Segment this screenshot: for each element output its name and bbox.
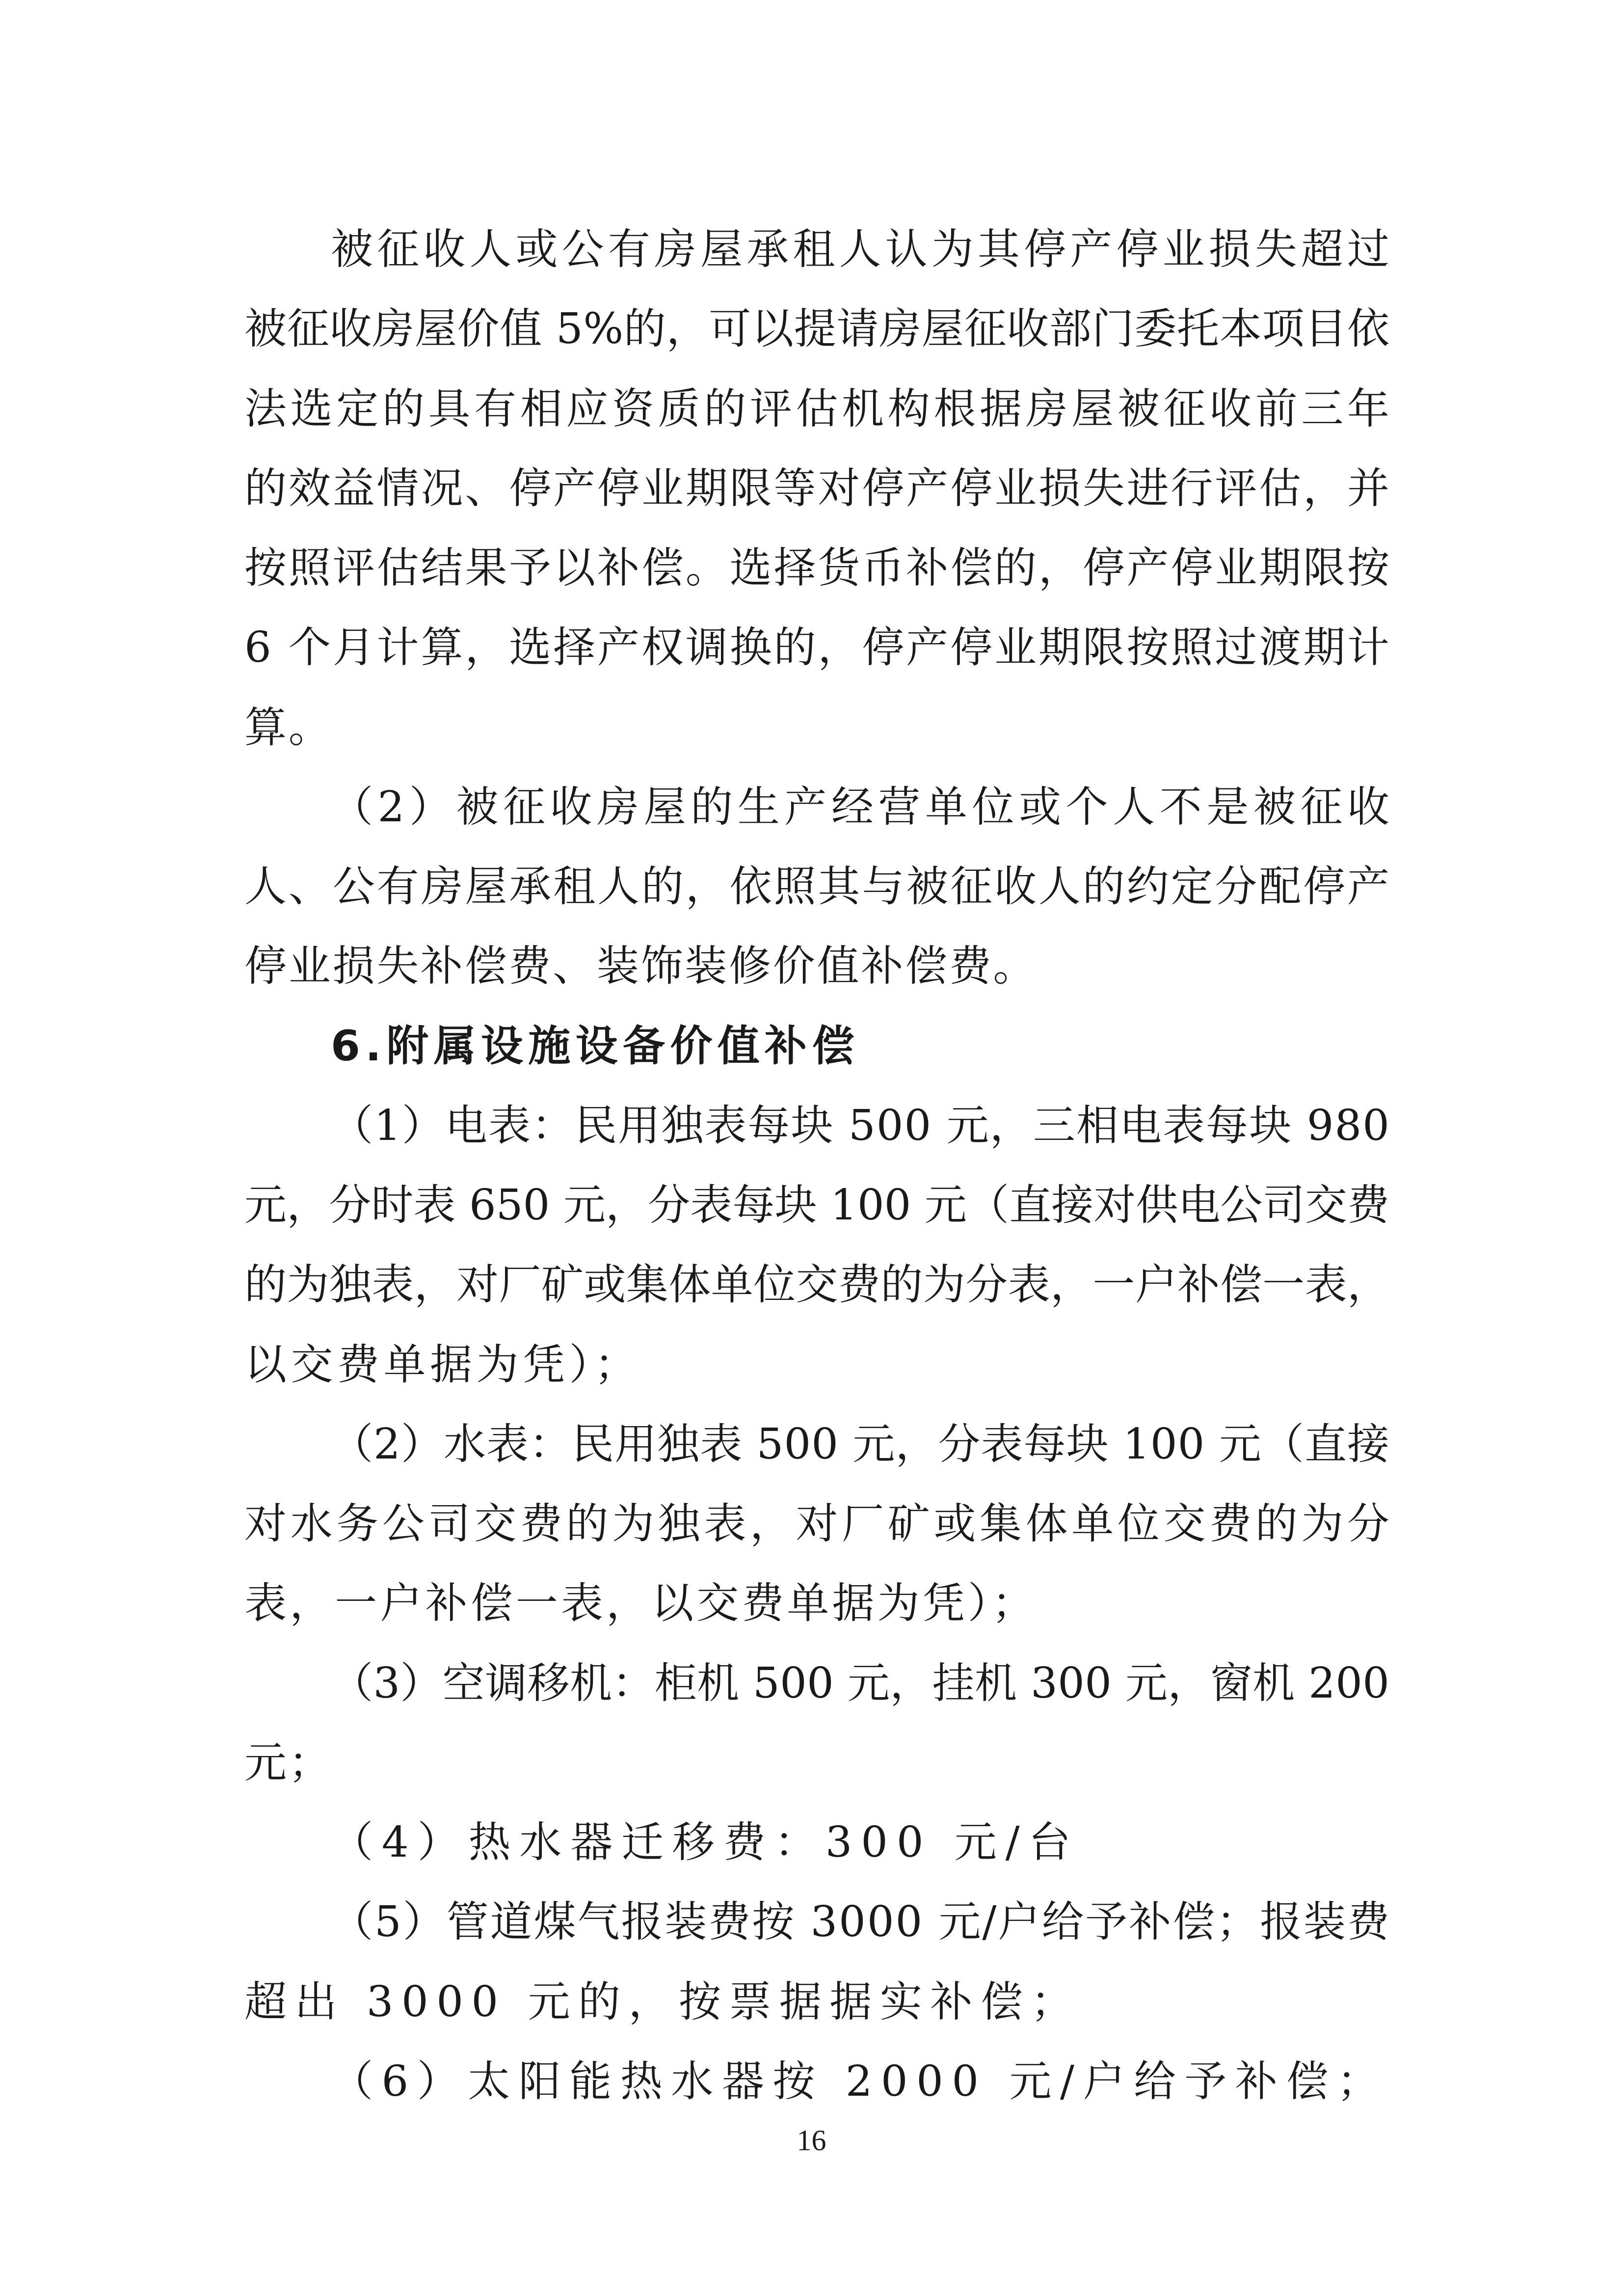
text-line — [0, 379, 1623, 438]
text-line — [0, 539, 1623, 597]
text-line-content: （5）管道煤气报装费按 3000 元/户给予补偿；报装费 — [331, 1897, 1391, 1946]
text-line — [0, 778, 1623, 837]
text-line-content: （3）空调移机：柜机 500 元，挂机 300 元，窗机 200 — [331, 1659, 1390, 1708]
page-number: 16 — [797, 2124, 826, 2157]
text-line — [0, 1176, 1623, 1235]
text-line-content: 法选定的具有相应资质的评估机构根据房屋被征收前三年 — [244, 384, 1393, 433]
text-line-content: 按照评估结果予以补偿。选择货币补偿的，停产停业期限按 — [244, 543, 1391, 593]
text-line — [0, 937, 1623, 996]
text-line-content: 超出 3000 元的，按票据据实补偿； — [244, 1977, 1081, 2026]
text-line — [0, 1972, 1623, 2031]
text-line-content: 表，一户补偿一表，以交费单据为凭）； — [244, 1579, 1038, 1628]
text-line-content: （2）被征收房屋的生产经营单位或个人不是被征收 — [331, 783, 1394, 832]
text-line-content: 元，分时表 650 元，分表每块 100 元（直接对供电公司交费 — [244, 1181, 1390, 1230]
text-line — [0, 698, 1623, 757]
text-line — [0, 618, 1623, 677]
text-line — [0, 459, 1623, 518]
text-line-content: 被征收人或公有房屋承租人认为其停产停业损失超过 — [331, 225, 1394, 274]
text-line — [0, 1255, 1623, 1314]
text-line-content: 元； — [244, 1738, 333, 1787]
text-line-content: 算。 — [244, 703, 333, 752]
text-line-content: 被征收房屋价值 5%的，可以提请房屋征收部门委托本项目依 — [244, 304, 1390, 353]
text-line — [0, 2052, 1623, 2111]
text-line — [0, 1494, 1623, 1553]
text-line-content: 的效益情况、停产停业期限等对停产停业损失进行评估，并 — [244, 464, 1391, 513]
text-line — [0, 1654, 1623, 1713]
text-line — [0, 1096, 1623, 1155]
text-line — [0, 1415, 1623, 1474]
text-line-content: 人、公有房屋承租人的，依照其与被征收人的约定分配停产 — [244, 862, 1391, 911]
text-line — [0, 220, 1623, 279]
text-line — [0, 1574, 1623, 1633]
text-line — [0, 857, 1623, 916]
text-line — [0, 299, 1623, 358]
text-line-content: 以交费单据为凭）； — [244, 1340, 641, 1389]
text-line-content: 的为独表，对厂矿或集体单位交费的为分表，一户补偿一表， — [244, 1260, 1390, 1309]
text-line — [0, 1813, 1623, 1872]
text-line-content: 6 个月计算，选择产权调换的，停产停业期限按照过渡期计 — [244, 623, 1391, 672]
section-heading — [0, 1017, 1623, 1076]
section-heading-text: 6.附属设施设备价值补偿 — [331, 1022, 859, 1071]
text-line-content: （6）太阳能热水器按 2000 元/户给予补偿； — [331, 2057, 1388, 2106]
text-line-content: 停业损失补偿费、装饰装修价值补偿费。 — [244, 942, 1038, 991]
text-line — [0, 1892, 1623, 1951]
text-line — [0, 1335, 1623, 1394]
text-line-content: （2）水表：民用独表 500 元，分表每块 100 元（直接 — [331, 1420, 1390, 1469]
text-line — [0, 1733, 1623, 1792]
text-line-content: （1）电表：民用独表每块 500 元，三相电表每块 980 — [331, 1101, 1391, 1150]
text-line-content: 对水务公司交费的为独表，对厂矿或集体单位交费的为分 — [244, 1499, 1393, 1548]
text-line-content: （4）热水器迁移费：300 元/台 — [331, 1818, 1080, 1867]
